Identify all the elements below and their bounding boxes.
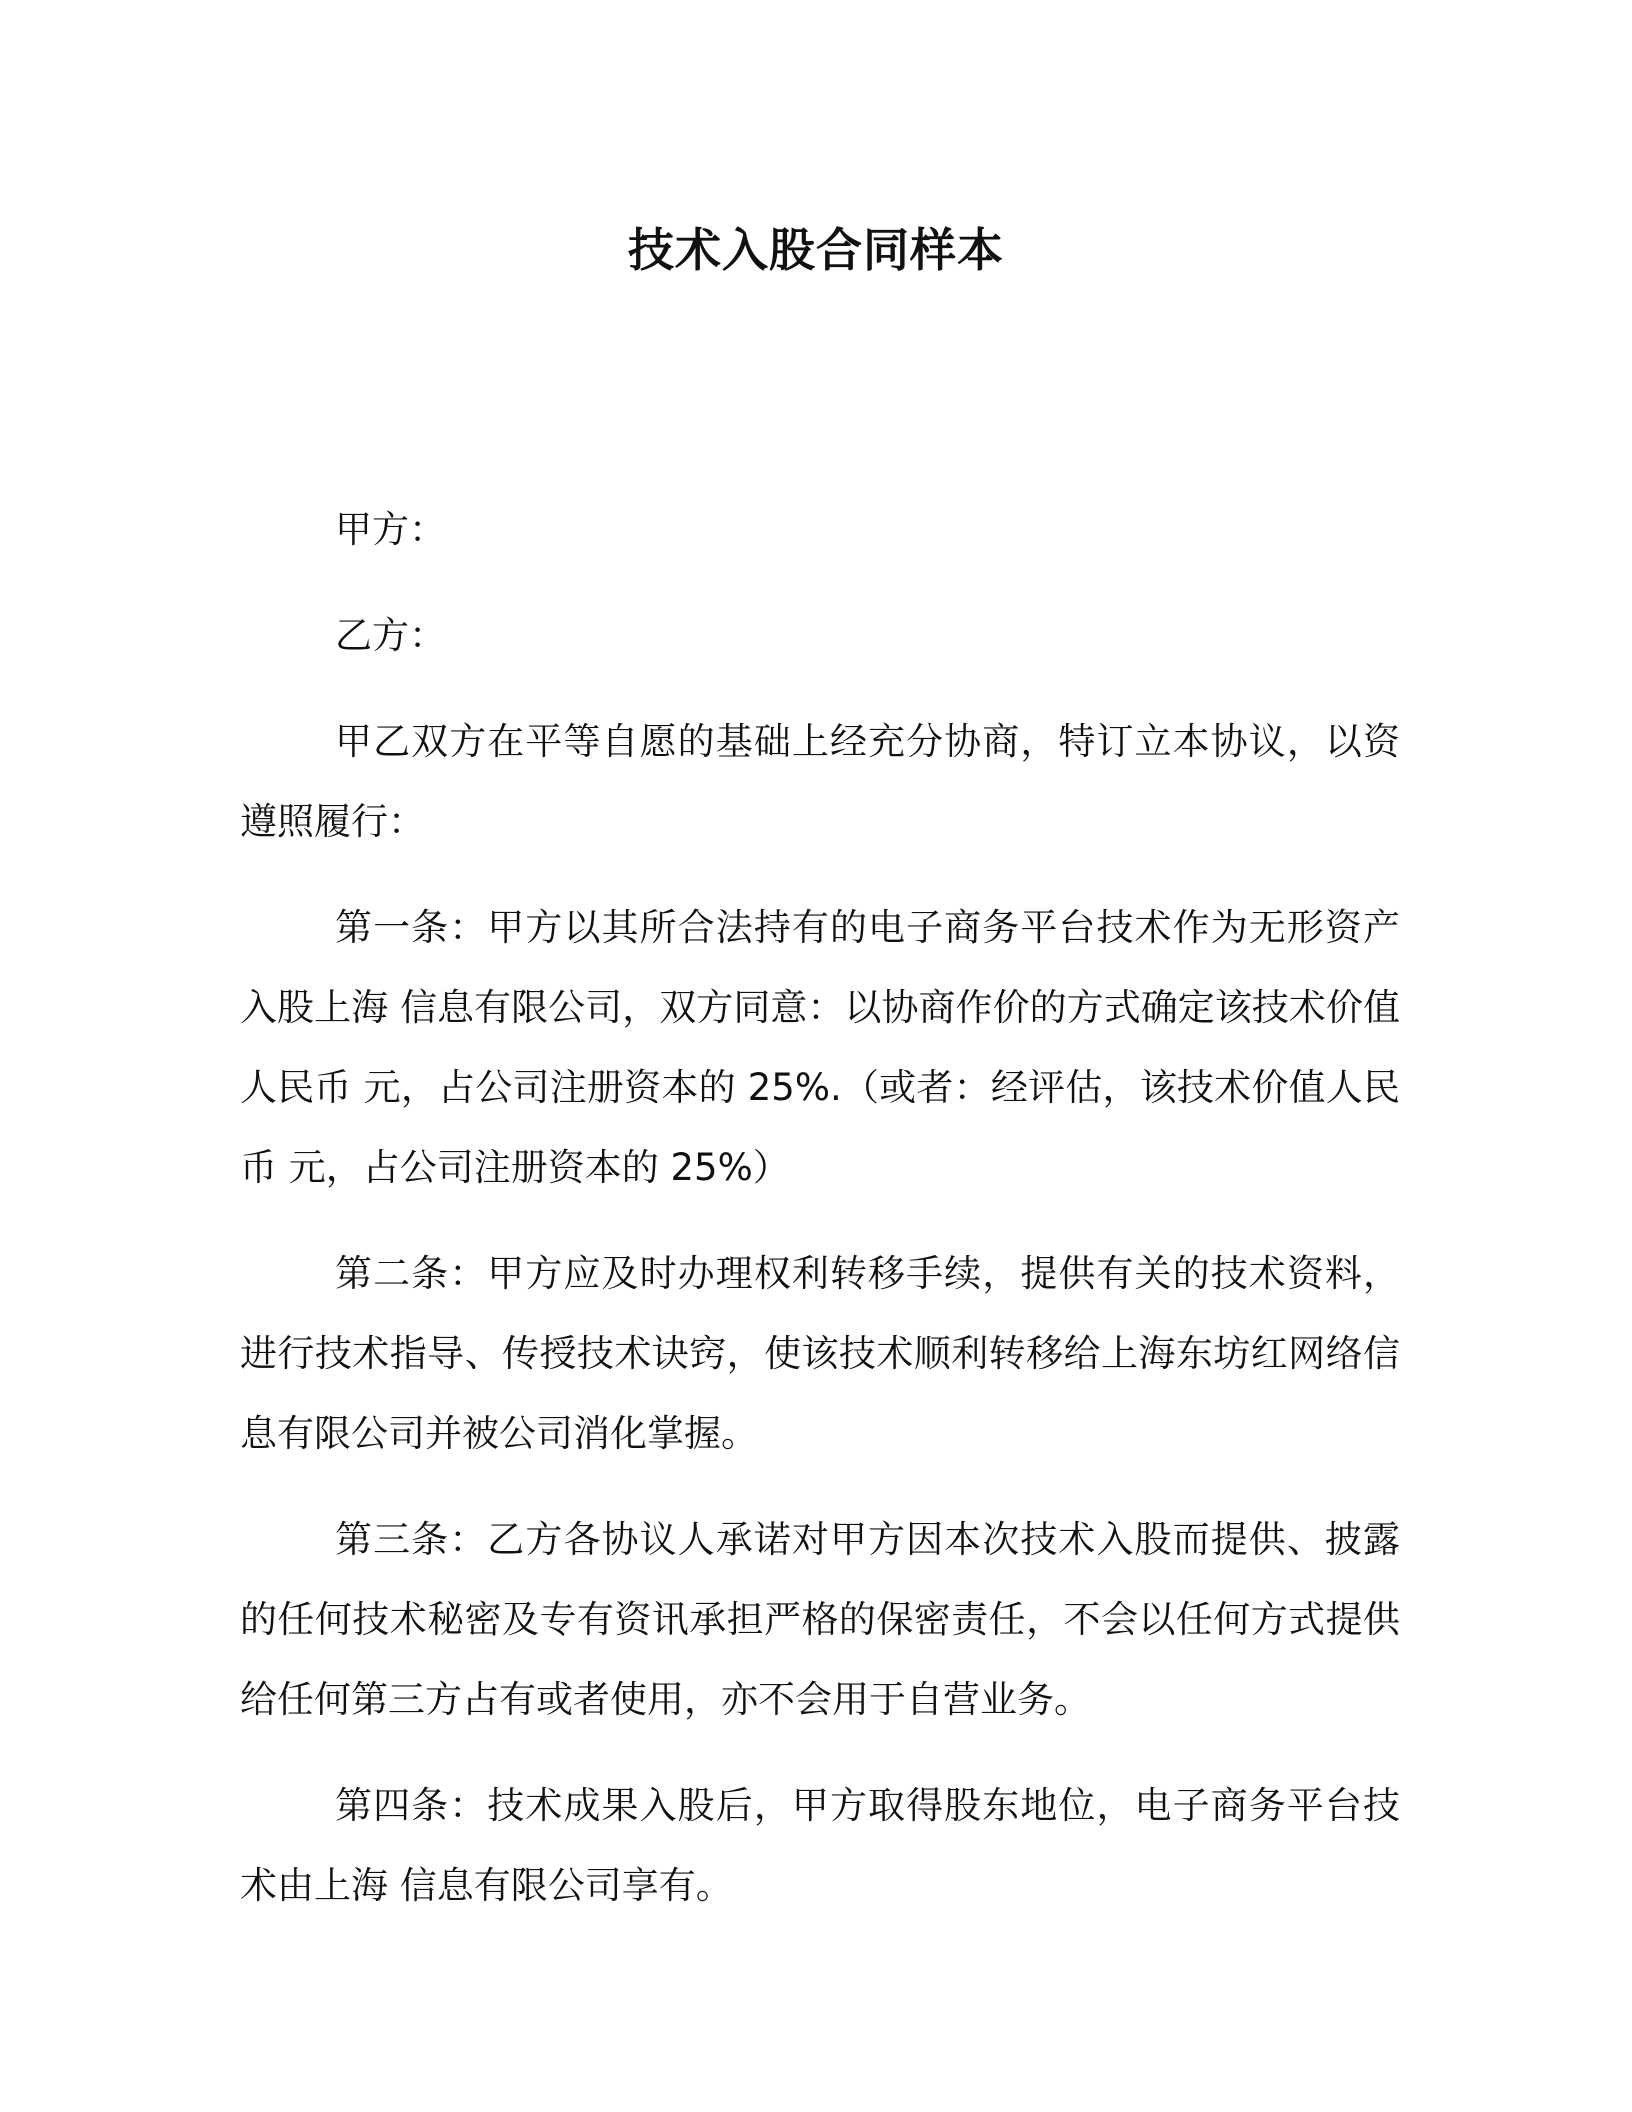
party-b-label: 乙方： <box>335 614 446 657</box>
intro-paragraph: 甲乙双方在平等自愿的基础上经充分协商，特订立本协议，以资遵照履行： <box>240 720 1400 843</box>
party-a-label: 甲方： <box>335 508 446 551</box>
article-2-paragraph: 第二条：甲方应及时办理权利转移手续，提供有关的技术资料，进行技术指导、传授技术诀窍，使该技术顺利转移给上海东坊红网络信息有限公司并被公司消化掌握。 <box>240 1252 1400 1455</box>
article-1-paragraph: 第一条：甲方以其所合法持有的电子商务平台技术作为无形资产入股上海 信息有限公司，双方同意：以协商作价的方式确定该技术价值人民币 元，占公司注册资本的 25%.（或者：经评估，该技术价值人民币 元，占公司注册资本的 25%） <box>240 906 1400 1189</box>
article-4-paragraph: 第四条：技术成果入股后，甲方取得股东地位，电子商务平台技术由上海 信息有限公司享有。 <box>240 1784 1400 1907</box>
article-3-paragraph: 第三条：乙方各协议人承诺对甲方因本次技术入股而提供、披露的任何技术秘密及专有资讯承担严格的保密责任，不会以任何方式提供给任何第三方占有或者使用，亦不会用于自营业务。 <box>240 1518 1400 1721</box>
document-title: 技术入股合同样本 <box>628 223 1004 277</box>
document-body <box>240 490 1400 1952</box>
